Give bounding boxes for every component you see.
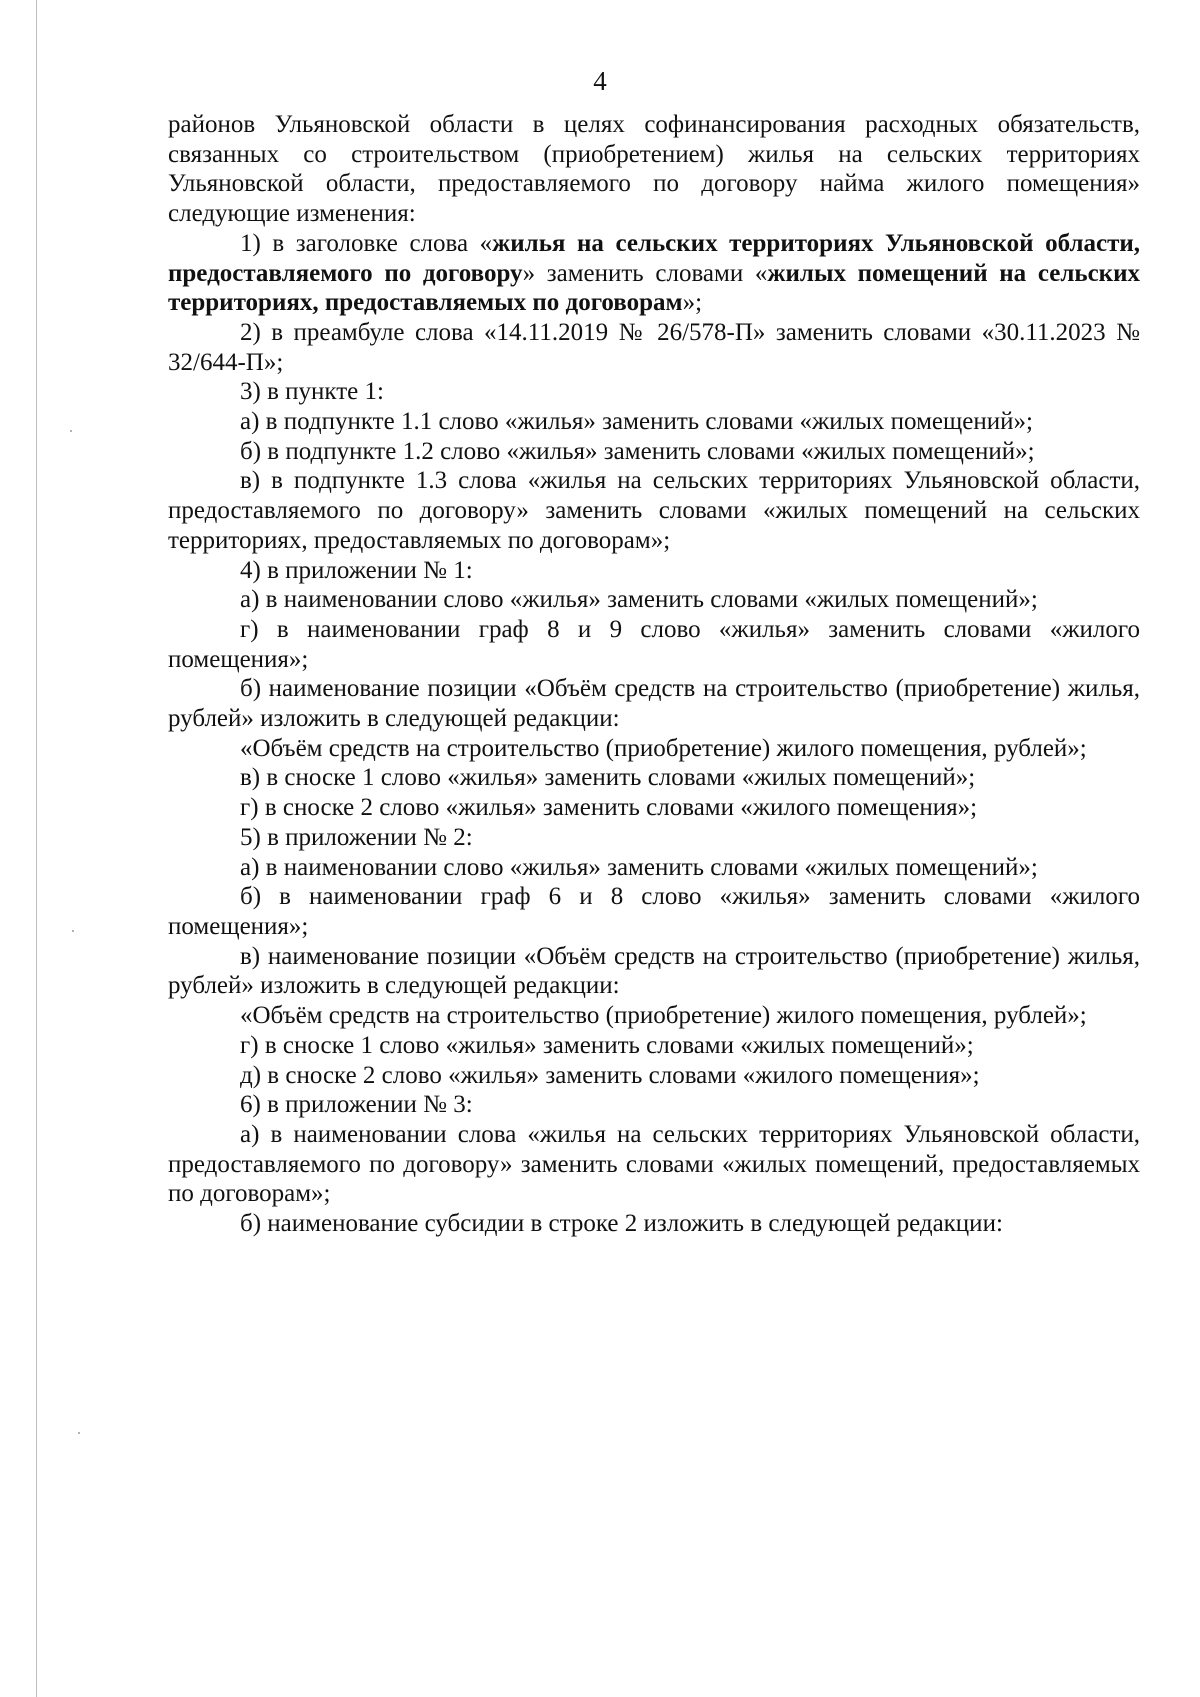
page-edge-line — [36, 0, 37, 1697]
paragraph: а) в наименовании слова «жилья на сельских территориях Ульяновской области, предоставляемого по договору» заменить словами «жилых помещений, предоставляемых по договорам»; — [168, 1120, 1140, 1208]
paragraph: г) в сноске 2 слово «жилья» заменить словами «жилого помещения»; — [240, 794, 978, 822]
paragraph: б) в наименовании граф 6 и 8 слово «жилья» заменить словами «жилого помещения»; — [168, 883, 1140, 940]
text-run: » заменить словами « — [522, 259, 768, 287]
text-run: 1) в заголовке слова « — [240, 229, 493, 257]
paragraph: д) в сноске 2 слово «жилья» заменить словами «жилого помещения»; — [240, 1061, 980, 1089]
paragraph: «Объём средств на строительство (приобретение) жилого помещения, рублей»; — [240, 734, 1087, 762]
paragraph: 4) в приложении № 1: — [240, 556, 473, 584]
paragraph: в) в подпункте 1.3 слова «жилья на сельских территориях Ульяновской области, предоставляемого по договору» заменить словами «жилых помещений на сельских территориях, предоставляемых по договорам»; — [168, 467, 1140, 554]
paragraph: б) наименование позиции «Объём средств на строительство (приобретение) жилья, рублей» изложить в следующей редакции: — [168, 675, 1140, 733]
bold-text: жилых помещений на сельских территориях, предоставляемых по договорам — [168, 259, 1140, 317]
paragraph: г) в наименовании граф 8 и 9 слово «жилья» заменить словами «жилого помещения»; — [168, 615, 1140, 673]
paragraph: б) наименование субсидии в строке 2 изложить в следующей редакции: — [240, 1210, 1003, 1238]
paragraph: в) наименование позиции «Объём средств на строительство (приобретение) жилья, рублей» изложить в следующей редакции: — [168, 942, 1140, 1000]
paragraph: а) в наименовании слово «жилья» заменить словами «жилых помещений»; — [240, 586, 1038, 614]
paragraph: в) в сноске 1 слово «жилья» заменить словами «жилых помещений»; — [240, 764, 976, 792]
page-number: 4 — [593, 66, 607, 96]
paragraph: а) в наименовании слово «жилья» заменить словами «жилых помещений»; — [240, 853, 1038, 881]
paragraph: районов Ульяновской области в целях софинансирования расходных обязательств, связанных со строительством (приобретением) жилья на сельских территориях Ульяновской области, предоставляемого по договору найма жилого помещения» следующие изменения: — [168, 111, 1140, 228]
text-run: »; — [682, 289, 703, 317]
paragraph: г) в сноске 1 слово «жилья» заменить словами «жилых помещений»; — [240, 1031, 974, 1059]
paragraph: 6) в приложении № 3: — [240, 1091, 473, 1119]
paragraph: а) в подпункте 1.1 слово «жилья» заменить словами «жилых помещений»; — [240, 408, 1033, 436]
scan-speck — [70, 430, 72, 432]
paragraph: б) в подпункте 1.2 слово «жилья» заменить словами «жилых помещений»; — [240, 437, 1035, 465]
scan-speck — [72, 930, 74, 932]
paragraph: «Объём средств на строительство (приобретение) жилого помещения, рублей»; — [240, 1002, 1087, 1030]
bold-text: жилья на сельских территориях Ульяновской области, предоставляемого по договору — [168, 229, 1140, 287]
document-body — [168, 110, 1140, 1239]
paragraph-title-change — [168, 229, 1140, 318]
paragraph: 3) в пункте 1: — [240, 378, 384, 406]
scan-speck — [78, 1432, 80, 1434]
paragraph: 5) в приложении № 2: — [240, 823, 473, 851]
paragraph: 2) в преамбуле слова «14.11.2019 № 26/578-П» заменить словами «30.11.2023 № 32/644-П»; — [168, 318, 1140, 376]
